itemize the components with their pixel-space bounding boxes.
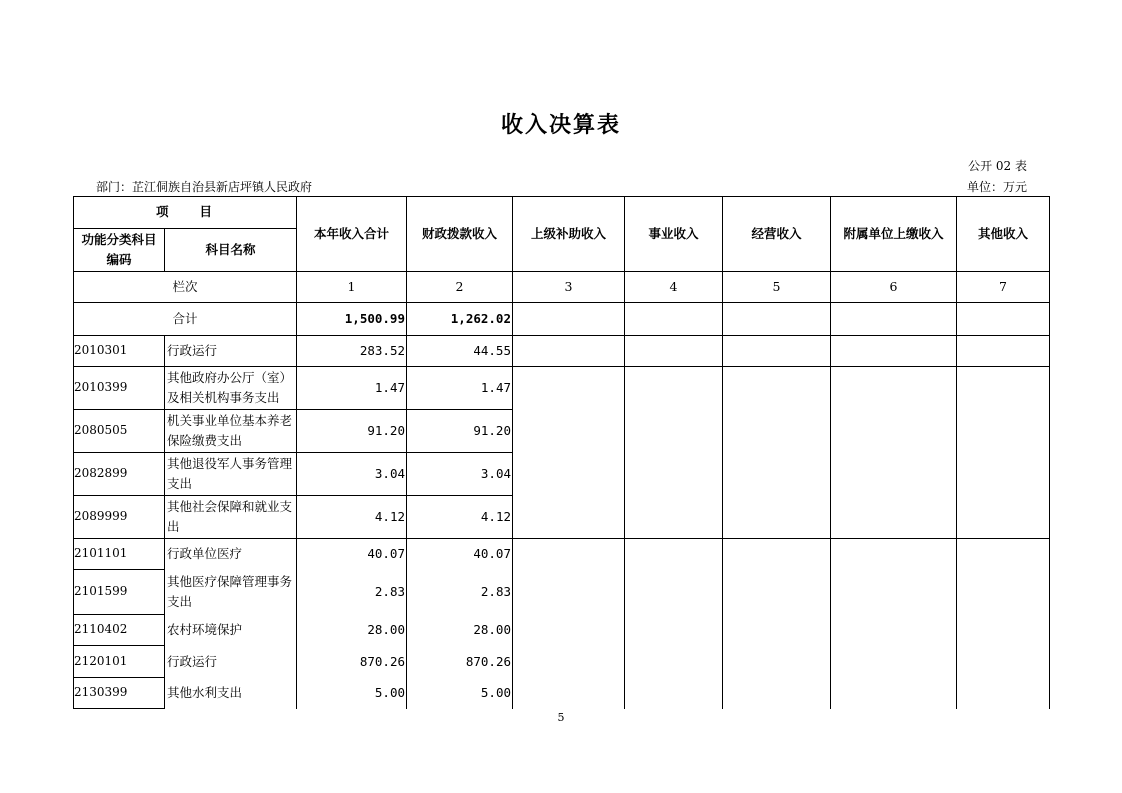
- row-fiscal: 870.26: [465, 653, 511, 669]
- grid-line: [73, 708, 165, 709]
- index-number: 3: [564, 279, 573, 294]
- header-func-code: 功能分类科目编码: [81, 231, 157, 267]
- index-number: 6: [889, 279, 898, 294]
- row-total: 4.12: [374, 509, 405, 524]
- total-fiscal-value: 1,262.02: [450, 311, 511, 326]
- header-total-income: 本年收入合计: [313, 225, 389, 241]
- header-affiliated-income: 附属单位上缴收入: [843, 225, 944, 241]
- row-fiscal: 3.04: [480, 466, 511, 481]
- row-name: 其他医疗保障管理事务支出: [167, 574, 293, 609]
- row-total: 5.00: [374, 685, 405, 700]
- income-table: [73, 196, 1050, 709]
- row-name: 其他水利支出: [167, 685, 243, 700]
- page-number: 5: [557, 711, 565, 724]
- row-code: 2101101: [74, 546, 128, 561]
- row-fiscal: 5.00: [480, 685, 511, 700]
- row-fiscal: 1.47: [480, 380, 511, 395]
- header-fiscal-income: 财政拨款收入: [421, 225, 497, 241]
- row-total: 870.26: [359, 653, 405, 669]
- unit-label: 单位：万元: [966, 180, 1027, 194]
- index-number: 1: [347, 279, 356, 294]
- row-code: 2010301: [74, 343, 128, 358]
- index-number: 7: [999, 279, 1007, 294]
- table-number: 公开 02 表: [968, 159, 1027, 173]
- row-name: 农村环境保护: [167, 622, 243, 637]
- department-label: 部门：芷江侗族自治县新店坪镇人民政府: [96, 180, 313, 194]
- index-number: 4: [669, 279, 678, 294]
- page-title: 收入决算表: [500, 113, 621, 138]
- row-code: 2089999: [74, 509, 128, 524]
- index-row-label: 栏次: [172, 279, 198, 294]
- row-fiscal: 91.20: [473, 423, 511, 438]
- row-name: 其他社会保障和就业支出: [167, 499, 293, 534]
- row-fiscal: 2.83: [480, 584, 511, 599]
- header-subject-name: 科目名称: [205, 241, 256, 257]
- row-fiscal: 40.07: [473, 546, 511, 561]
- row-code: 2101599: [74, 584, 128, 599]
- index-number: 5: [772, 279, 781, 294]
- grid-line: [1049, 196, 1050, 709]
- row-name: 行政单位医疗: [167, 546, 243, 561]
- row-total: 1.47: [374, 380, 405, 395]
- header-other-income: 其他收入: [977, 225, 1028, 241]
- row-name: 行政运行: [167, 653, 218, 669]
- row-code: 2120101: [74, 653, 128, 668]
- total-row-label: 合计: [172, 311, 198, 326]
- row-fiscal: 44.55: [473, 343, 511, 358]
- row-code: 2010399: [74, 380, 128, 395]
- row-name: 其他政府办公厅（室）及相关机构事务支出: [167, 370, 293, 405]
- row-total: 3.04: [374, 466, 405, 481]
- header-operating-income: 经营收入: [751, 225, 802, 241]
- total-income-value: 1,500.99: [344, 311, 405, 326]
- row-total: 28.00: [367, 622, 405, 637]
- header-item: 项 目: [155, 204, 214, 219]
- row-total: 91.20: [367, 423, 405, 438]
- row-name: 行政运行: [167, 343, 218, 358]
- header-business-income: 事业收入: [648, 225, 699, 241]
- row-code: 2080505: [74, 423, 128, 438]
- row-name: 机关事业单位基本养老保险缴费支出: [167, 413, 293, 448]
- row-name: 其他退役军人事务管理支出: [167, 456, 293, 491]
- row-total: 40.07: [367, 546, 405, 561]
- row-fiscal: 4.12: [480, 509, 511, 524]
- row-code: 2082899: [74, 466, 128, 481]
- row-code: 2110402: [74, 622, 128, 637]
- index-number: 2: [455, 279, 464, 294]
- row-code: 2130399: [74, 685, 128, 700]
- row-total: 2.83: [374, 584, 405, 599]
- header-superior-subsidy: 上级补助收入: [530, 225, 606, 241]
- row-fiscal: 28.00: [473, 622, 511, 637]
- row-total: 283.52: [359, 343, 405, 358]
